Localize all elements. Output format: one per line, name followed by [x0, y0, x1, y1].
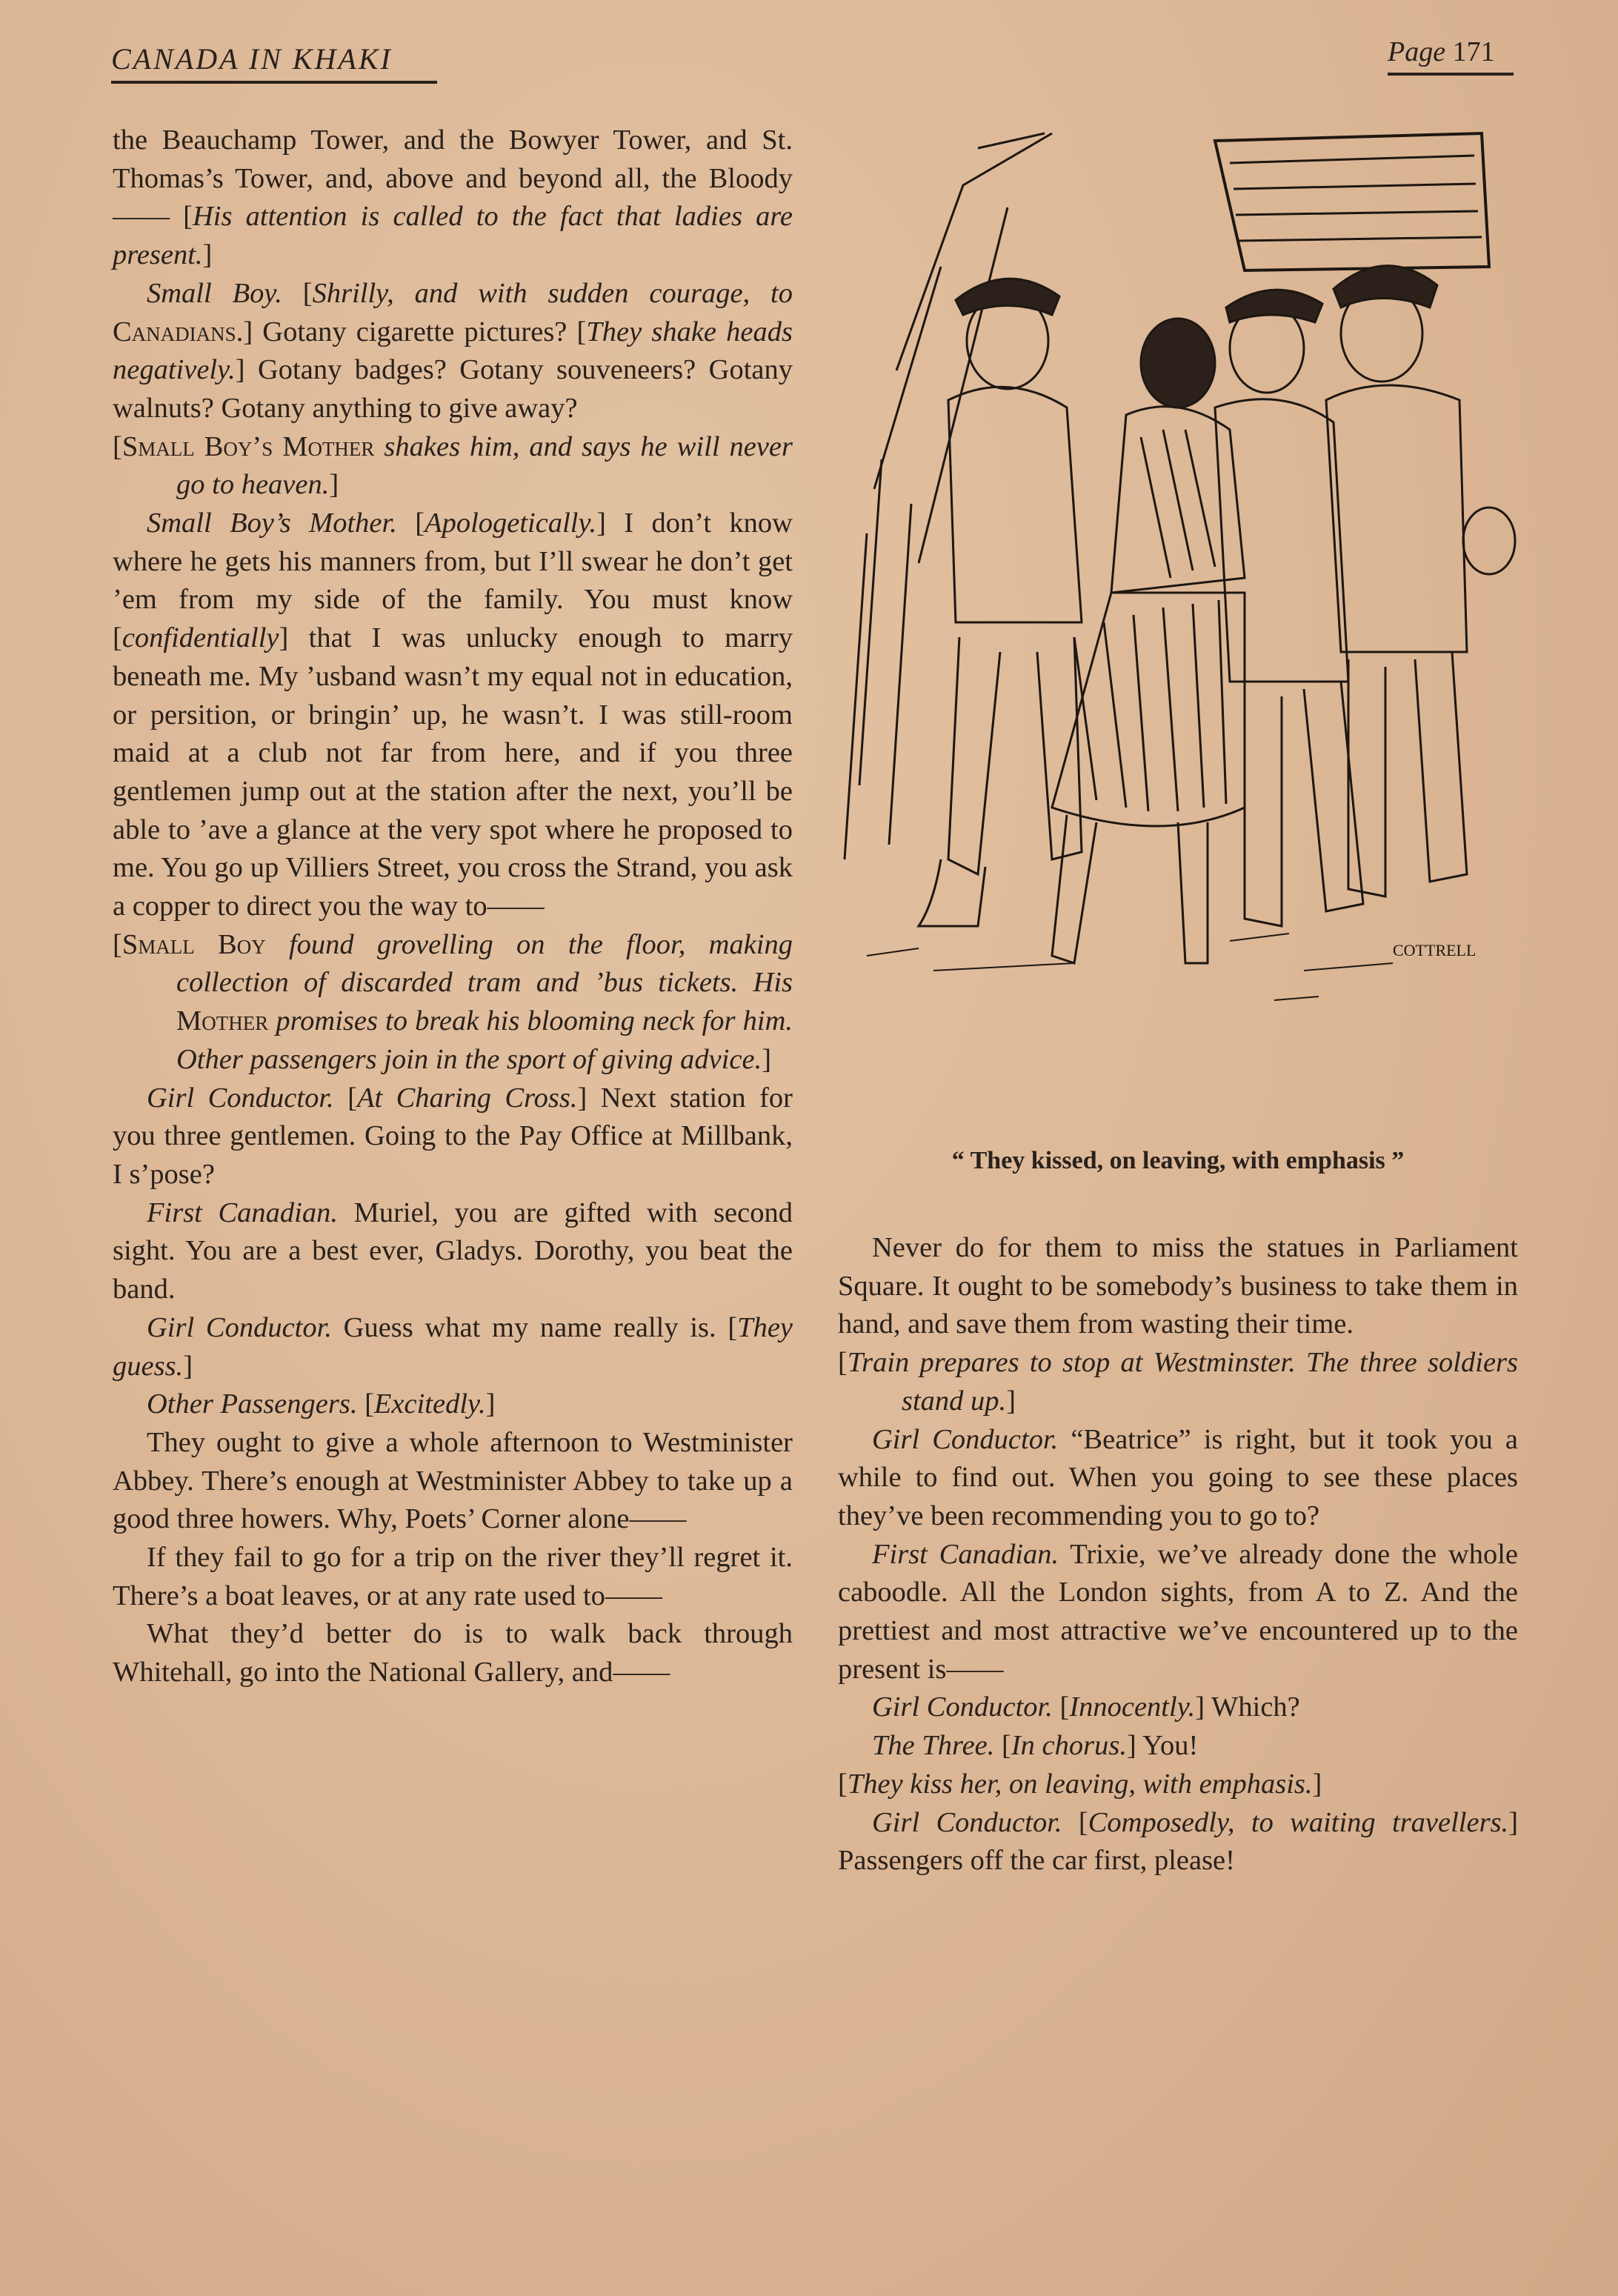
left_column-paragraph: What they’d better do is to walk back through Whitehall, go into the National Gallery, and——	[113, 1618, 793, 1688]
right_column-paragraph: [They kiss her, on leaving, with emphasis.]	[838, 1768, 1322, 1800]
left_column-paragraph: Small Boy’s Mother. [Apologetically.] I don’t know where he gets his manners from, but I’ll swear he don’t get ’em from my side of the family. You must know [confidentially] that I was unlucky enough to marry beneath me. My ’usband wasn’t my equal not in education, or persition, or bringin’ up, he wasn’t. I was still-room maid at a club not far from here, and if you three gentlemen jump out at the station after the next, you’ll be able to ’ave a glance at the very spot where he proposed to me. You go up Villiers Street, you cross the Strand, you ask a copper to direct you the way to——	[113, 508, 793, 922]
left_column-paragraph: If they fail to go for a trip on the river they’ll regret it. There’s a boat leaves, or at any rate used to——	[113, 1542, 793, 1611]
right_column-paragraph: Girl Conductor. [Composedly, to waiting travellers.] Passengers off the car first, please!	[838, 1806, 1519, 1877]
right_column-paragraph: First Canadian. Trixie, we’ve already done the whole caboodle. All the London sights, from A to Z. And the prettiest and most attractive we’ve encountered up to the present is——	[838, 1538, 1518, 1685]
left_column-paragraph: They ought to give a whole afternoon to Westminister Abbey. There’s enough at Westminister Abbey to take up a good three howers. Why, Poets’ Corner alone——	[113, 1426, 793, 1535]
left_column-paragraph: [Small Boy’s Mother shakes him, and says he will never go to heaven.]	[113, 430, 793, 501]
illustration-caption: “ They kissed, on leaving, with emphasis ”	[951, 1147, 1405, 1174]
left_column-paragraph: [Small Boy found grovelling on the floor, making collection of discarded tram and ’bus tickets. His Mother promises to break his blooming neck for him. Other passengers join in the sport of giving advice.]	[113, 928, 793, 1075]
left_column-paragraph: First Canadian. Muriel, you are gifted with second sight. You are a best ever, Gladys. Dorothy, you beat the band.	[113, 1197, 793, 1305]
artist-signature: COTTRELL	[1393, 941, 1476, 959]
left_column-paragraph: Small Boy. [Shrilly, and with sudden courage, to Canadians.] Gotany cigarette pictures? [They shake heads negatively.] Gotany badges? Gotany souveneers? Gotany walnuts? Gotany anything to give away?	[113, 277, 793, 424]
right_column-paragraph: [Train prepares to stop at Westminster. The three soldiers stand up.]	[838, 1347, 1518, 1417]
right_column-paragraph: Never do for them to miss the statues in Parliament Square. It ought to be somebody’s business to take them in hand, and save them from wasting their time.	[838, 1232, 1518, 1340]
right_column-paragraph: The Three. [In chorus.] You!	[872, 1730, 1199, 1762]
page-number	[1388, 36, 1514, 76]
soldiers-kissing-illustration	[830, 119, 1526, 1134]
page-number-value: 171	[1452, 36, 1495, 67]
running-title: CANADA IN KHAKI	[111, 41, 437, 84]
right_column-paragraph: Girl Conductor. [Innocently.] Which?	[872, 1691, 1300, 1723]
right-text-column	[838, 1229, 1518, 1880]
left_column-paragraph: the Beauchamp Tower, and the Bowyer Tower, and St. Thomas’s Tower, and, above and beyond all, the Bloody—— [His attention is called to the fact that ladies are present.]	[113, 124, 793, 271]
right_column-paragraph: Girl Conductor. “Beatrice” is right, but it took you a while to find out. When you going to see these places they’ve been recommending you to go to?	[838, 1423, 1518, 1531]
left_column-paragraph: Other Passengers. [Excitedly.]	[147, 1388, 496, 1420]
left-text-column	[113, 122, 793, 1692]
page-label: Page	[1388, 36, 1446, 67]
left_column-paragraph: Girl Conductor. [At Charing Cross.] Next station for you three gentlemen. Going to the Pay Office at Millbank, I s’pose?	[113, 1082, 793, 1190]
left_column-paragraph: Girl Conductor. Guess what my name really is. [They guess.]	[113, 1311, 793, 1382]
